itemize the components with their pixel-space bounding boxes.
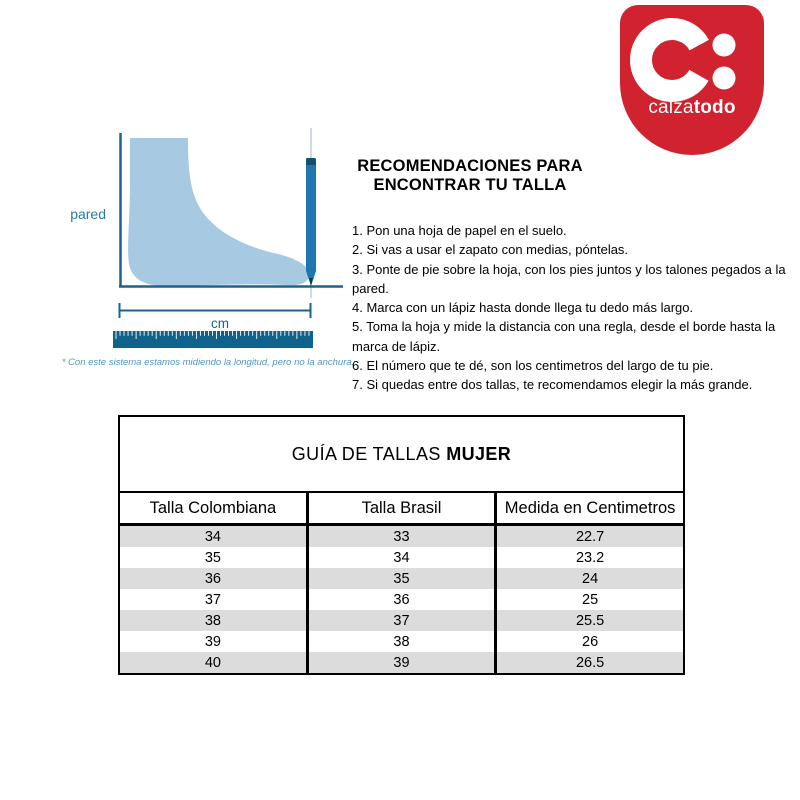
pencil-icon: [306, 158, 316, 286]
table-cell: 26: [496, 631, 684, 652]
foot-measuring-diagram: [60, 125, 350, 355]
table-cell: 38: [307, 631, 495, 652]
table-cell: 39: [307, 652, 495, 674]
table-cell: 24: [496, 568, 684, 589]
size-table-title-bold: MUJER: [446, 443, 512, 464]
table-cell: 36: [307, 589, 495, 610]
logo-c-colon-icon: [620, 5, 764, 155]
logo-colon-dot-top-icon: [713, 34, 736, 57]
table-row: [119, 631, 684, 652]
logo-wordmark: [620, 97, 764, 119]
size-table-title-regular: GUÍA DE TALLAS: [291, 443, 447, 464]
recommendation-item: 6. El número que te dé, son los centimetros del largo de tu pie.: [352, 358, 714, 374]
cm-label: cm: [211, 316, 229, 331]
table-row: [119, 525, 684, 548]
size-table-body: [119, 525, 684, 675]
ruler-icon: [113, 331, 313, 348]
wall-label: pared: [70, 206, 106, 222]
logo-wordmark-bold: todo: [693, 97, 736, 118]
table-cell: 38: [204, 612, 221, 629]
table-row: [119, 589, 684, 610]
table-row: [119, 547, 684, 568]
recommendations-title-line1: RECOMENDACIONES PARA: [357, 157, 583, 175]
recommendation-item: 3. Ponte de pie sobre la hoja, con los pies juntos y los talones pegados a la pared.: [352, 261, 786, 296]
table-cell: 25.5: [496, 610, 684, 631]
logo-colon-dot-bottom-icon: [713, 67, 736, 90]
table-cell: 37: [307, 610, 495, 631]
recommendation-item: 7. Si quedas entre dos tallas, te recomendamos elegir la más grande.: [352, 377, 753, 393]
logo-c-icon: [641, 29, 703, 91]
size-table-title: [119, 416, 684, 492]
table-cell: 33: [307, 525, 495, 548]
column-header-talla-brasil: Talla Brasil: [307, 492, 495, 525]
foot-silhouette: [128, 138, 309, 286]
table-cell: 23.2: [496, 547, 684, 568]
table-cell: 26.5: [496, 652, 684, 674]
table-cell: 40: [204, 654, 221, 671]
table-cell: 34: [204, 528, 221, 545]
table-cell: 35: [204, 549, 221, 566]
logo-wordmark-regular: calza: [648, 97, 694, 118]
table-cell: 34: [307, 547, 495, 568]
table-cell: 37: [204, 591, 221, 608]
recommendations-title-line2: ENCONTRAR TU TALLA: [373, 176, 567, 194]
table-cell: 25: [496, 589, 684, 610]
table-row: [119, 568, 684, 589]
recommendation-item: 5. Toma la hoja y mide la distancia con una regla, desde el borde hasta la marca de lápiz.: [352, 319, 776, 354]
table-cell: 22.7: [496, 525, 684, 548]
recommendations-list: [352, 221, 788, 395]
table-row: [119, 610, 684, 631]
table-cell: 35: [307, 568, 495, 589]
recommendation-item: 1. Pon una hoja de papel en el suelo.: [352, 223, 567, 238]
calzatodo-logo: [620, 5, 764, 155]
recommendation-item: 2. Si vas a usar el zapato con medias, póntelas.: [352, 242, 629, 258]
recommendations-title: [340, 157, 600, 195]
table-cell: 39: [204, 633, 221, 650]
measuring-footnote: * Con este sistema estamos midiendo la longitud, pero no la anchura.: [61, 357, 355, 368]
column-header-talla-colombiana: Talla Colombiana: [119, 492, 307, 525]
table-row: [119, 652, 684, 674]
column-header-medida-centimetros: Medida en Centimetros: [496, 492, 684, 525]
table-cell: 36: [204, 570, 221, 587]
size-guide-table: [118, 415, 685, 675]
recommendation-item: 4. Marca con un lápiz hasta donde llega tu dedo más largo.: [352, 300, 694, 316]
